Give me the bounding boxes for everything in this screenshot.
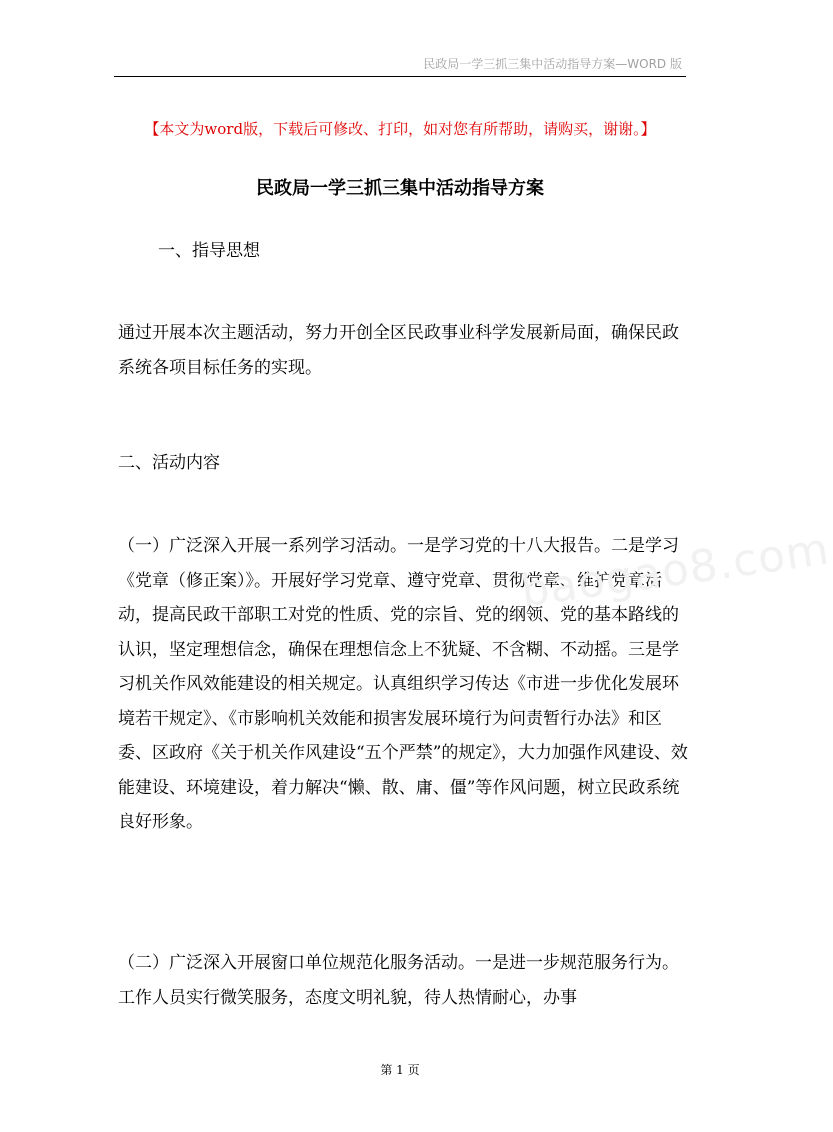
- section-heading-guiding-idea: 一、指导思想: [158, 241, 260, 261]
- running-header: 民政局一学三抓三集中活动指导方案—WORD 版: [423, 57, 682, 71]
- section-heading-activities: 二、活动内容: [118, 453, 220, 473]
- paragraph-guiding-idea: 通过开展本次主题活动，努力开创全区民政事业科学发展新局面，确保民政系统各项目标任务的实现。: [118, 323, 679, 378]
- paragraph-window-service: （二）广泛深入开展窗口单位规范化服务活动。一是进一步规范服务行为。工作人员实行微笑服务，态度文明礼貌，待人热情耐心，办事: [118, 953, 679, 1008]
- document-title: 民政局一学三抓三集中活动指导方案: [256, 178, 544, 199]
- watermark: baogao8.com: [517, 523, 833, 618]
- purchase-notice: 【本文为word版，下载后可修改、打印，如对您有所帮助，请购买，谢谢。】: [144, 120, 656, 138]
- header-divider: [114, 76, 686, 77]
- paragraph-study-activities: （一）广泛深入开展一系列学习活动。一是学习党的十八大报告。二是学习《党章（修正案）》。开展好学习党章、遵守党章、贯彻党章、维护党章活动，提高民政干部职工对党的性质、党的宗旨、党的纲领、党的基本路线的认识，坚定理想信念，确保在理想信念上不犹疑、不含糊、不动摇。三是学习机关作风效能建设的相关规定。认真组织学习传达《市进一步优化发展环境若干规定》、《市影响机关效能和损害发展环境行为问责暂行办法》和区委、区政府《关于机关作风建设“五个严禁”的规定》，大力加强作风建设、效能建设、环境建设，着力解决“懒、散、庸、僵”等作风问题，树立民政系统良好形象。: [118, 536, 688, 832]
- page-number: 第 1 页: [380, 1063, 420, 1077]
